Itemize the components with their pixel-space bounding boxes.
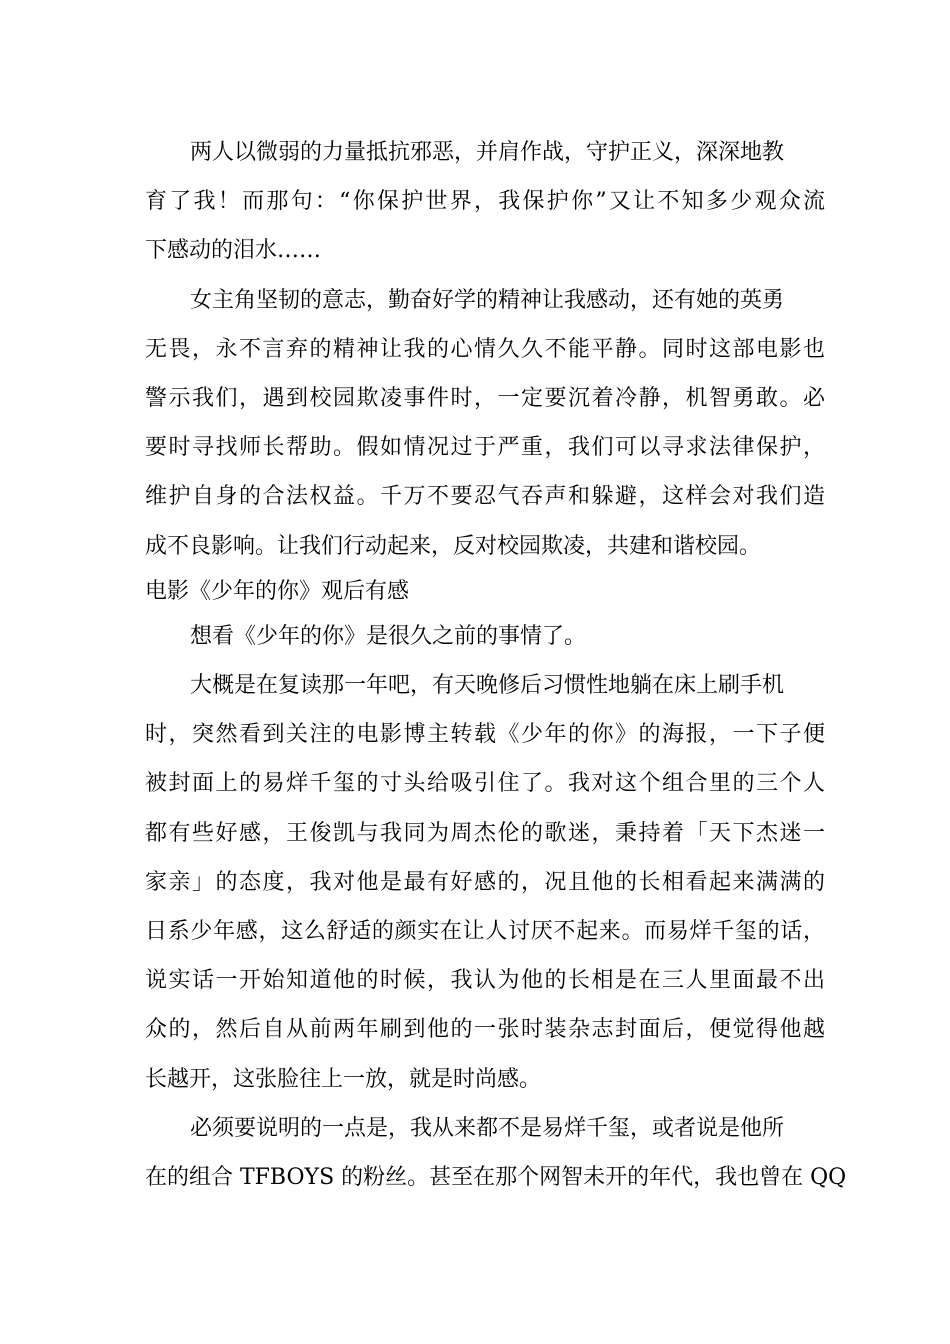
paragraph-line: 家亲」的态度，我对他是最有好感的，况且他的长相看起来满满的: [145, 869, 825, 895]
paragraph-line: 时，突然看到关注的电影博主转载《少年的你》的海报，一下子便: [145, 722, 825, 748]
body-text: [145, 128, 847, 1202]
paragraph-line: 想看《少年的你》是很久之前的事情了。: [190, 623, 587, 649]
paragraph-line: 下感动的泪水……: [145, 238, 322, 264]
paragraph-line: 必须要说明的一点是，我从来都不是易烊千玺，或者说是他所: [190, 1115, 785, 1141]
paragraph-line: 都有些好感，王俊凯与我同为周杰伦的歌迷，秉持着「天下杰迷一: [145, 820, 825, 846]
article-title: 电影《少年的你》观后有感: [145, 578, 410, 604]
paragraph-line: 长越开，这张脸往上一放，就是时尚感。: [145, 1066, 542, 1092]
paragraph-line: 两人以微弱的力量抵抗邪恶，并肩作战，守护正义，深深地教: [190, 140, 785, 165]
paragraph-line: 众的，然后自从前两年刷到他的一张时装杂志封面后，便觉得他越: [145, 1017, 825, 1043]
paragraph-line: 要时寻找师长帮助。假如情况过于严重，我们可以寻求法律保护，: [145, 435, 825, 461]
paragraph-line: 无畏，永不言弃的精神让我的心情久久不能平静。同时这部电影也: [145, 336, 825, 362]
paragraph-line: 维护自身的合法权益。千万不要忍气吞声和躲避，这样会对我们造: [145, 484, 825, 510]
paragraph-line: 在的组合 TFBOYS 的粉丝。甚至在那个网智未开的年代，我也曾在 QQ: [145, 1164, 847, 1190]
paragraph-line: 女主角坚韧的意志，勤奋好学的精神让我感动，还有她的英勇: [190, 287, 785, 313]
paragraph-line: 被封面上的易烊千玺的寸头给吸引住了。我对这个组合里的三个人: [145, 771, 825, 797]
paragraph-line: 说实话一开始知道他的时候，我认为他的长相是在三人里面最不出: [145, 968, 825, 994]
paragraph-line: 警示我们，遇到校园欺凌事件时，一定要沉着冷静，机智勇敢。必: [145, 385, 825, 411]
paragraph-line: 育了我！而那句：“你保护世界，我保护你”又让不知多少观众流: [145, 189, 825, 215]
paragraph-line: 大概是在复读那一年吧，有天晚修后习惯性地躺在床上刷手机: [190, 673, 785, 699]
paragraph-line: 日系少年感，这么舒适的颜实在让人讨厌不起来。而易烊千玺的话，: [145, 919, 825, 944]
paragraph-line: 成不良影响。让我们行动起来，反对校园欺凌，共建和谐校园。: [145, 533, 762, 559]
